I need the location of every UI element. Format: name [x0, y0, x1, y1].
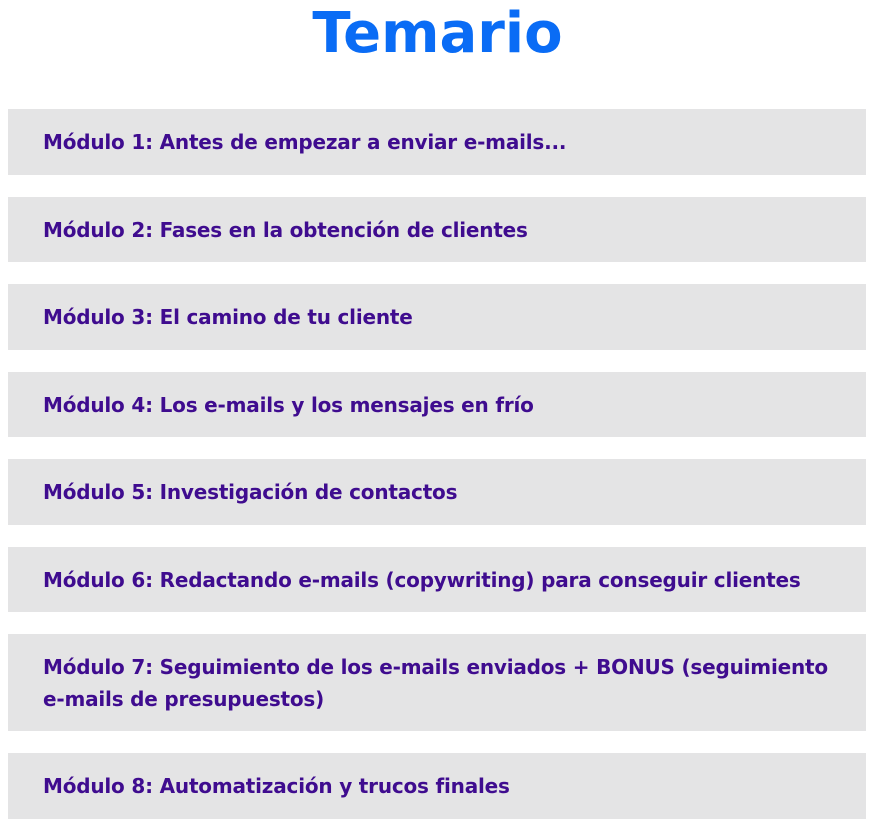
module-item-8[interactable]: [8, 753, 866, 819]
module-item-4[interactable]: [8, 372, 866, 437]
module-title-6: Módulo 6: Redactando e-mails (copywriting) para conseguir clientes: [43, 567, 801, 592]
module-item-5[interactable]: [8, 459, 866, 525]
module-title-8: Módulo 8: Automatización y trucos finales: [43, 774, 510, 798]
module-title-2: Módulo 2: Fases en la obtención de clientes: [43, 217, 528, 242]
module-item-7[interactable]: [8, 634, 866, 731]
syllabus-module-list: [8, 0, 866, 827]
module-item-6[interactable]: [8, 547, 866, 612]
module-title-7: Módulo 7: Seguimiento de los e-mails enviados + BONUS (seguimiento e-mails de presupuestos): [43, 654, 828, 711]
module-item-1[interactable]: [8, 109, 866, 175]
module-title-3: Módulo 3: El camino de tu cliente: [43, 305, 413, 329]
module-item-2[interactable]: [8, 197, 866, 262]
module-title-5: Módulo 5: Investigación de contactos: [43, 480, 458, 504]
module-title-1: Módulo 1: Antes de empezar a enviar e-mails...: [43, 130, 567, 154]
module-title-4: Módulo 4: Los e-mails y los mensajes en frío: [43, 392, 534, 417]
page-title: Temario: [312, 1, 563, 66]
module-item-3[interactable]: [8, 284, 866, 350]
